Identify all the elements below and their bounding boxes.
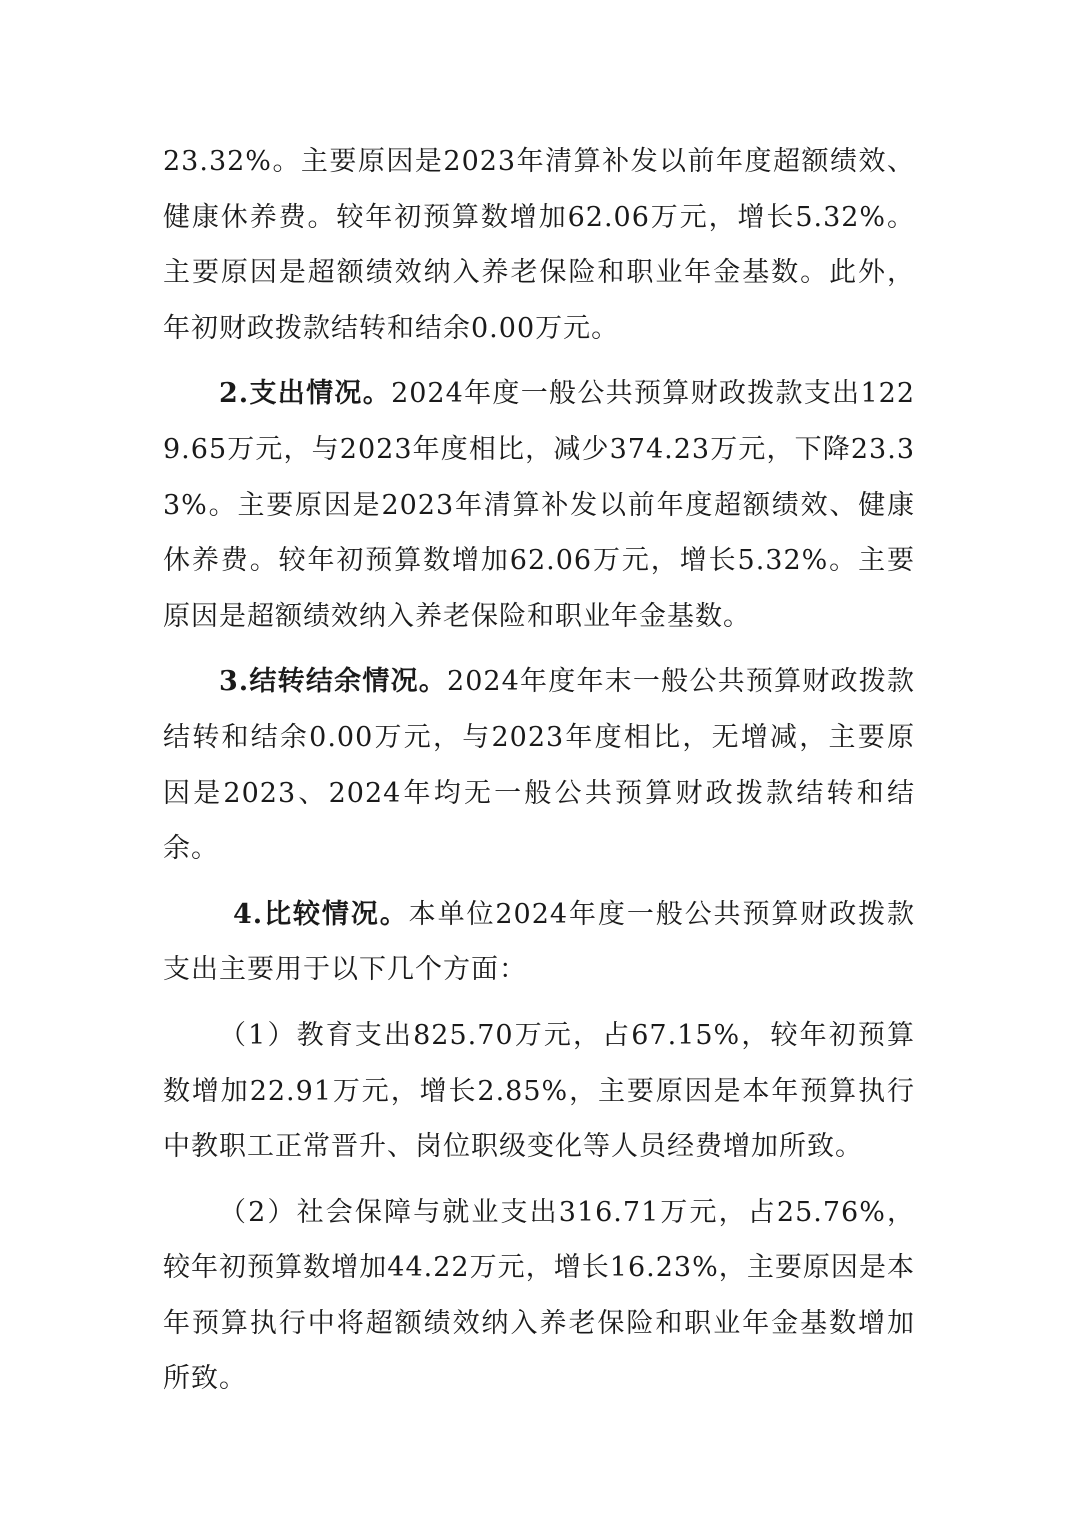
paragraph-expenditure	[163, 366, 915, 644]
paragraph-text: 23.32%。主要原因是2023年清算补发以前年度超额绩效、健康休养费。较年初预算数增加62.06万元，增长5.32%。主要原因是超额绩效纳入养老保险和职业年金基数。此外，年初财政拨款结转和结余0.00万元。	[163, 146, 915, 344]
paragraph-income-continued	[163, 134, 915, 356]
paragraph-education	[163, 1008, 915, 1175]
section-heading-expenditure: 2.支出情况。	[219, 378, 392, 410]
paragraph-social-security	[163, 1185, 915, 1407]
paragraph-comparison	[163, 887, 915, 998]
paragraph-text: 本单位2024年度一般公共预算财政拨款支出主要用于以下几个方面：	[163, 898, 916, 986]
paragraph-text: 2024年度一般公共预算财政拨款支出1229.65万元，与2023年度相比，减少374.23万元，下降23.33%。主要原因是2023年清算补发以前年度超额绩效、健康休养费。较年初预算数增加62.06万元，增长5.32%。主要原因是超额绩效纳入养老保险和职业年金基数。	[163, 378, 915, 632]
document-page	[163, 134, 915, 1407]
section-heading-comparison: 4.比较情况。	[233, 898, 409, 930]
paragraph-text: （1）教育支出825.70万元，占67.15%，较年初预算数增加22.91万元，增长2.85%，主要原因是本年预算执行中教职工正常晋升、岗位职级变化等人员经费增加所致。	[163, 1019, 915, 1163]
paragraph-carryover	[163, 654, 915, 876]
paragraph-text: 2024年度年末一般公共预算财政拨款结转和结余0.00万元，与2023年度相比，无增减，主要原因是2023、2024年均无一般公共预算财政拨款结转和结余。	[163, 666, 916, 865]
paragraph-text: （2）社会保障与就业支出316.71万元，占25.76%，较年初预算数增加44.22万元，增长16.23%，主要原因是本年预算执行中将超额绩效纳入养老保险和职业年金基数增加所致。	[163, 1196, 915, 1395]
section-heading-carryover: 3.结转结余情况。	[219, 666, 448, 698]
